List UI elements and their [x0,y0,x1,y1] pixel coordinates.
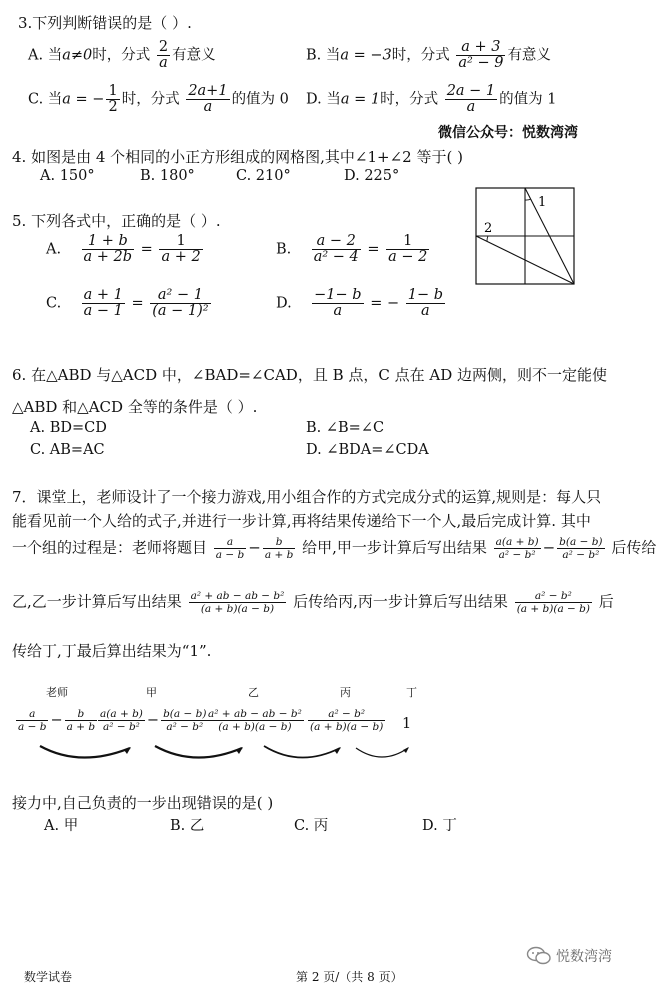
watermark: 微信公众号：悦数湾湾 [438,125,578,141]
q7-line-4: 乙,乙一步计算后写出结果 $\frac{\text{a² + ab − ab − b²}}{(a + b)(a - b)}$ 后传给丙,丙一步计算后写出结果 $\frac{\text{a² − b²}}{(a + b)(a - b)}$ 后 [12,590,614,615]
q4-option-b: B. 180° [140,168,195,184]
q3-stem: 3.下列判断错误的是（ ）. [18,14,192,32]
q3-option-b: B. 当a = −3时，分式 $\frac{a + 3}{\text{a² − 9}}$ 有意义 [306,39,551,71]
q7-option-c: C. 丙 [294,818,329,834]
relay-label-teacher: 老师 [46,686,68,699]
q6-option-b: B. ∠B=∠C [306,420,385,436]
relay-ding-result: 1 [402,716,412,732]
footer-brand: 悦数湾湾 [556,949,612,965]
angle-2-arc [487,236,488,241]
relay-label-ding: 丁 [406,686,417,699]
angle-1-label: 1 [538,195,547,210]
relay-jia-expr: $\frac{a(a + b)}{\text{a² − b²}}$ − $\frac{b(a - b)}{\text{a² − b²}}$ [100,708,207,733]
q3-option-d: D. 当a = 1时，分式 $\frac{2a - 1}{a}$ 的值为 1 [306,83,557,115]
relay-label-yi: 乙 [248,686,259,699]
angle-2-label: 2 [484,221,493,236]
q5-option-d: D. $\frac{-1- b}{a}$ = − $\frac{1- b}{a}$ [276,287,443,319]
q4-stem: 4. 如图是由 4 个相同的小正方形组成的网格图,其中∠1+∠2 等于( ) [12,148,463,166]
q6-line-2: △ABD 和△ACD 全等的条件是（ ）. [12,398,258,416]
relay-label-bing: 丙 [340,686,351,699]
relay-label-jia: 甲 [146,686,157,699]
grid-figure [474,186,578,288]
q4-option-a: A. 150° [40,168,95,184]
q5-option-b: B. $\frac{a - 2}{\text{a² − 4}}$ = $\frac{1}{a - 2}$ [276,233,428,265]
q6-option-a: A. BD=CD [30,420,107,436]
footer-subject: 数学试卷 [24,970,73,984]
q3-option-a: A. 当a≠0时，分式 $\frac{2}{a}$ 有意义 [28,39,216,71]
q6-option-d: D. ∠BDA=∠CDA [306,442,429,458]
arrow-head-4 [403,747,409,753]
q4-option-d: D. 225° [344,168,400,184]
relay-bing-expr: $\frac{\text{a² − b²}}{(a + b)(a - b)}$ [310,708,384,733]
relay-teacher-expr: $\frac{a}{a - b}$ − $\frac{b}{a + b}$ [18,708,96,733]
relay-arrows [20,740,420,770]
q5-stem: 5. 下列各式中，正确的是（ ）. [12,212,221,230]
arrow-head-3 [334,747,341,754]
angle-1-arc [525,199,531,200]
q4-option-c: C. 210° [236,168,291,184]
relay-yi-expr: $\frac{\text{a² + ab − ab − b²}}{(a + b)(a - b)}$ [208,708,302,733]
q7-line-1: 7．课堂上，老师设计了一个接力游戏,用小组合作的方式完成分式的运算,规则是：每人只 [12,488,602,506]
arrow-jia-to-yi [155,746,242,758]
q5-option-c: C. $\frac{a + 1}{a - 1}$ = $\frac{\text{a² − 1}}{\text{(a − 1)²}}$ [46,287,209,319]
arrow-bing-to-ding [356,748,408,757]
q7-line-5: 传给丁,丁最后算出结果为“1”. [12,642,212,660]
q7-option-d: D. 丁 [422,818,457,834]
wechat-icon [526,946,552,966]
q7-line-3: 一个组的过程是：老师将题目 $\frac{a}{a - b}$ − $\frac{b}{a + b}$ 给甲,甲一步计算后写出结果 $\frac{a(a + b)}{\text{a² − b²}}$ − $\frac{b(a - b)}{\text{a² − b²}}$ 后传给 [12,536,656,561]
footer-page-number: 第 2 页/（共 8 页） [296,970,403,984]
arrow-yi-to-bing [264,746,340,758]
q3-option-c: C. 当a = − $\frac{1}{2}$ 时，分式 $\frac{2a+1}{a}$ 的值为 0 [28,83,289,115]
q7-option-a: A. 甲 [44,818,79,834]
q7-question: 接力中,自己负责的一步出现错误的是( ) [12,794,274,812]
q7-option-b: B. 乙 [170,818,205,834]
arrow-teacher-to-jia [40,746,130,758]
q5-option-a: A. $\frac{1 + b}{a + 2b}$ = $\frac{1}{a + 2}$ [46,233,201,265]
q6-option-c: C. AB=AC [30,442,105,458]
q7-line-2: 能看见前一个人给的式子,并进行一步计算,再将结果传递给下一个人,最后完成计算. 其中 [12,512,591,530]
q6-line-1: 6. 在△ABD 与△ACD 中，∠BAD=∠CAD，且 B 点，C 点在 AD 边两侧，则不一定能使 [12,366,608,384]
